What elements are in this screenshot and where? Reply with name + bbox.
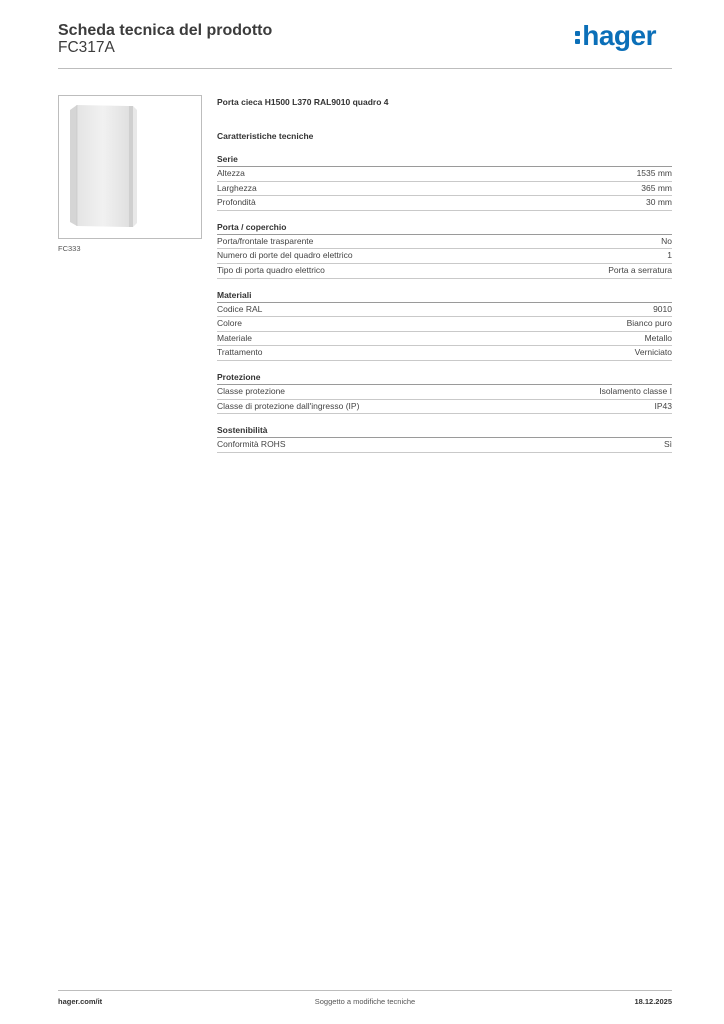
product-image [58,95,202,239]
spec-label: Colore [217,318,243,329]
spec-value: 9010 [653,303,672,314]
spec-group [217,221,672,279]
spec-row [217,167,672,182]
image-caption: FC333 [58,244,81,253]
spec-row [217,332,672,347]
spec-value: Verniciato [634,347,672,358]
spec-label: Conformità ROHS [217,439,286,450]
footer-note: Soggetto a modifiche tecniche [314,997,416,1006]
spec-row [217,182,672,197]
spec-value: Sì [663,439,672,450]
spec-group [217,424,672,453]
spec-row [217,249,672,264]
spec-value: Metallo [644,332,672,343]
spec-label: Altezza [217,168,245,178]
spec-value: Porta a serratura [608,264,672,275]
spec-row [217,303,672,318]
header-divider [58,68,672,69]
spec-label: Tipo di porta quadro elettrico [217,264,325,275]
group-title: Serie [217,153,672,167]
group-title: Materiali [217,289,672,303]
spec-value: IP43 [654,400,672,411]
group-title: Porta / coperchio [217,221,672,235]
spec-label: Porta/frontale trasparente [217,235,314,246]
footer-website: hager.com/it [58,997,103,1006]
spec-label: Larghezza [217,182,257,193]
spec-label: Numero di porte del quadro elettrico [217,250,353,261]
spec-row [217,196,672,211]
spec-value: 1535 mm [636,168,672,178]
hager-logo [575,22,656,50]
spec-value: No [661,235,672,246]
spec-value: 365 mm [641,182,672,193]
spec-value: Bianco puro [626,318,672,329]
footer-divider [58,990,672,991]
spec-label: Materiale [217,332,252,343]
spec-row [217,346,672,361]
group-title: Sostenibilità [217,424,672,438]
spec-value: Isolamento classe I [599,385,672,396]
spec-label: Profondità [217,197,256,208]
spec-value: 30 mm [646,197,672,208]
specs-content [217,95,672,453]
spec-label: Codice RAL [217,303,263,314]
spec-row [217,385,672,400]
product-name: Porta cieca H1500 L370 RAL9010 quadro 4 [217,97,389,107]
spec-row [217,235,672,250]
door-panel-icon [59,96,201,238]
logo-text: hager [582,20,656,51]
spec-label: Trattamento [217,347,263,358]
spec-row [217,264,672,279]
page-title: Scheda tecnica del prodotto [58,22,273,39]
spec-group [217,153,672,211]
logo-dots-icon [575,31,580,44]
product-code: FC317A [58,39,115,56]
spec-label: Classe protezione [217,385,286,396]
spec-row [217,400,672,415]
spec-row [217,438,672,453]
spec-group [217,371,672,414]
spec-groups [217,153,672,453]
section-title: Caratteristiche tecniche [217,131,314,141]
footer-date: 18.12.2025 [634,997,672,1006]
spec-row [217,317,672,332]
group-title: Protezione [217,371,672,385]
spec-value: 1 [667,250,672,261]
spec-group [217,289,672,361]
page-header [58,22,672,69]
spec-label: Classe di protezione dall'ingresso (IP) [217,400,360,411]
